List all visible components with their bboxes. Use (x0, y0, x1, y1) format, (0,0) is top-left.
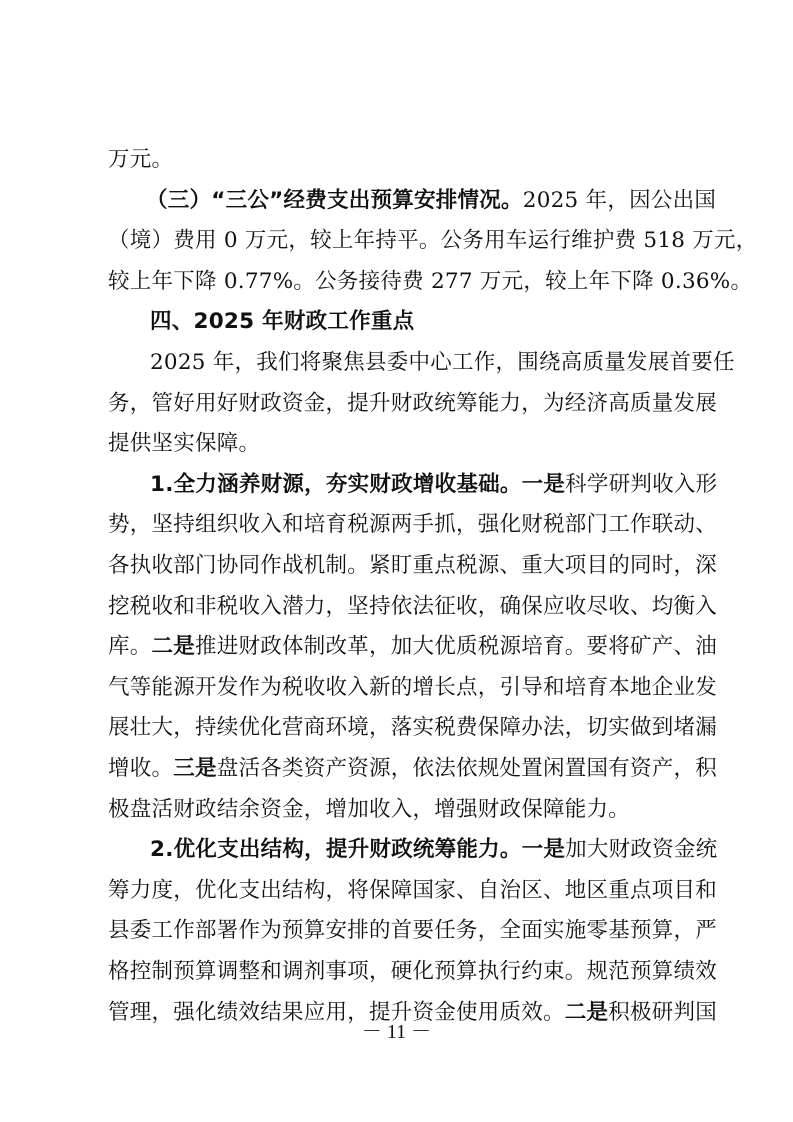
body-text: 挖税收和非税收入潜力，坚持依法征收，确保应收尽收、均衡入 (108, 593, 718, 619)
text-line-12 (108, 589, 717, 625)
text-line-21 (108, 954, 717, 990)
chapter-4-title (150, 304, 414, 340)
body-text: 极盘活财政结余资金，增加收入，增强财政保障能力。 (108, 796, 631, 822)
body-text: 推进财政体制改革，加大优质税源培育。要将矿产、油 (195, 634, 718, 660)
keyword-first: 一是 (521, 471, 566, 497)
body-text: 2025 年，我们将聚焦县委中心工作，围绕高质量发展首要任 (150, 350, 735, 375)
text-line-20 (108, 913, 717, 949)
section-3-text: 2025 年，因公出国 (522, 187, 717, 213)
body-text: 积极研判国 (608, 999, 718, 1025)
text-line-15 (108, 710, 717, 746)
keyword-second: 二是 (151, 634, 196, 660)
body-text: 提供坚实保障。 (108, 431, 261, 457)
body-text: 科学研判收入形 (565, 471, 718, 497)
text-line-22 (108, 995, 717, 1031)
body-text: 势，坚持组织收入和培育税源两手抓，强化财税部门工作联动、 (108, 512, 718, 538)
body-text: 较上年下降 0.77%。公务接待费 277 万元，较上年下降 0.36%。 (108, 268, 753, 294)
heading-text: 四、2025 年财政工作重点 (150, 309, 415, 335)
text-line-1 (108, 142, 173, 178)
section-3-heading: （三）“三公”经费支出预算安排情况。 (146, 187, 523, 213)
text-line-18 (150, 832, 717, 868)
body-text: 格控制预算调整和调剂事项，硬化预算执行约束。规范预算绩效 (108, 959, 718, 984)
text-line-3 (108, 223, 758, 259)
keyword-second: 二是 (564, 999, 609, 1025)
text-line-2 (146, 183, 716, 219)
text-line-14 (108, 670, 717, 706)
text-line-16 (108, 751, 717, 787)
text-line-4 (108, 264, 752, 300)
text-line-7 (108, 386, 717, 422)
item-2-heading: 2.优化支出结构，提升财政统筹能力。 (150, 837, 522, 863)
body-text: 县委工作部署作为预算安排的首要任务，全面实施零基预算，严 (108, 918, 718, 944)
text-line-6 (150, 345, 735, 381)
body-text: 加大财政资金统 (565, 837, 718, 863)
page-number: － 11 － (361, 1021, 432, 1043)
body-text: 气等能源开发作为税收收入新的增长点，引导和培育本地企业发 (108, 674, 718, 700)
text-line-8 (108, 426, 260, 462)
text-line-9 (150, 467, 717, 503)
item-1-heading: 1.全力涵养财源，夯实财政增收基础。 (150, 471, 522, 497)
body-text: 展壮大，持续优化营商环境，落实税费保障办法，切实做到堵漏 (108, 715, 718, 741)
body-text: 务，管好用好财政资金，提升财政统筹能力，为经济高质量发展 (108, 390, 718, 416)
paragraph-continuation: 万元。 (108, 147, 174, 172)
keyword-first: 一是 (521, 837, 566, 863)
text-line-19 (108, 873, 717, 909)
body-text: 筹力度，优化支出结构，将保障国家、自治区、地区重点项目和 (108, 877, 718, 903)
body-text: 盘活各类资产资源，依法依规处置闲置国有资产，积 (216, 756, 718, 781)
keyword-third: 三是 (173, 756, 217, 781)
text-line-10 (108, 507, 717, 543)
body-text: 库。 (108, 634, 152, 660)
text-line-13 (108, 629, 717, 665)
body-text: （境）费用 0 万元，较上年持平。公务用车运行维护费 518 万元， (108, 228, 758, 254)
body-text: 各执收部门协同作战机制。紧盯重点税源、重大项目的同时，深 (108, 553, 718, 578)
body-text: 增收。 (108, 756, 174, 781)
body-text: 管理，强化绩效结果应用，提升资金使用质效。 (108, 999, 565, 1025)
text-line-11 (108, 548, 717, 584)
text-line-17 (108, 792, 630, 828)
